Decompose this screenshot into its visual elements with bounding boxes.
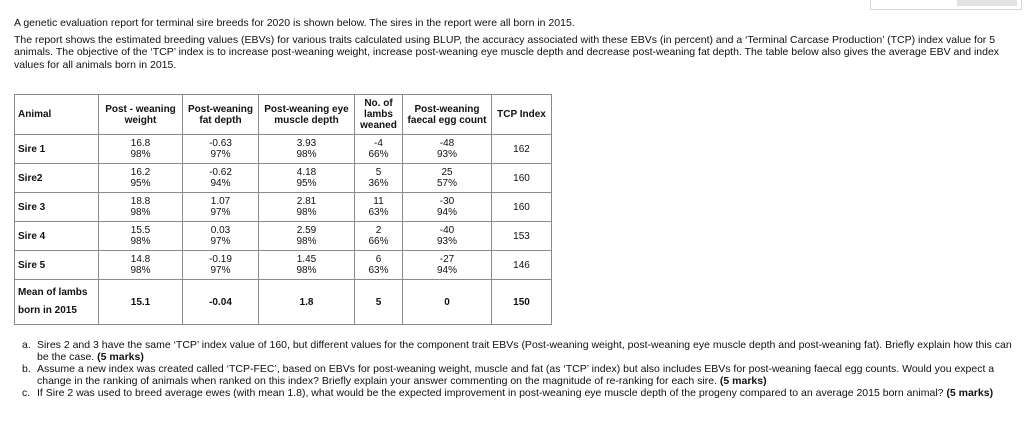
cell-post-weaning-fat-depth (183, 222, 259, 251)
cell-mean-label (15, 280, 99, 325)
tcp-value: 146 (513, 259, 530, 271)
header-no-lambs-weaned: No. of lambs weaned (355, 95, 403, 135)
accuracy-value: 63% (368, 207, 389, 218)
animal-name: Sire 4 (18, 230, 46, 242)
ebv-value: 16.8 (130, 138, 151, 149)
cell-post-weaning-eye-muscle-depth (259, 222, 355, 251)
table-row-mean (15, 280, 552, 325)
ebv-value: 2.59 (296, 225, 317, 236)
cell-animal (15, 251, 99, 280)
cell-post-weaning-faecal-egg-count (403, 222, 492, 251)
header-post-weaning-weight: Post - weaning weight (99, 95, 183, 135)
ebv-value: 2.81 (296, 196, 317, 207)
question-marks: (5 marks) (97, 351, 144, 363)
accuracy-value: 98% (130, 236, 151, 247)
accuracy-value: 94% (210, 178, 231, 189)
cell-no-lambs-weaned (355, 135, 403, 164)
ebv-value: 2 (375, 225, 382, 236)
accuracy-value: 66% (368, 149, 389, 160)
ebv-value: -30 (439, 196, 455, 207)
cell-no-lambs-weaned (355, 251, 403, 280)
cell-post-weaning-fat-depth (183, 135, 259, 164)
cell-post-weaning-eye-muscle-depth (259, 193, 355, 222)
cell-post-weaning-fat-depth (183, 164, 259, 193)
cell-animal (15, 222, 99, 251)
table-row (15, 135, 552, 164)
cell-tcp-index (492, 222, 552, 251)
mean-value: 15.1 (130, 296, 151, 308)
cell-mean-tcp-index (492, 280, 552, 325)
question-text: If Sire 2 was used to breed average ewes (with mean 1.8), what would be the expected improvement in post-weaning eye muscle depth of the progeny compared to an average 2015 born animal? (37, 387, 944, 399)
cell-tcp-index (492, 193, 552, 222)
header-post-weaning-fat-depth: Post-weaning fat depth (183, 95, 259, 135)
cell-post-weaning-faecal-egg-count (403, 164, 492, 193)
cell-post-weaning-weight (99, 251, 183, 280)
table-row (15, 251, 552, 280)
accuracy-value: 57% (436, 178, 457, 189)
header-animal: Animal (15, 95, 99, 135)
cell-post-weaning-eye-muscle-depth (259, 251, 355, 280)
accuracy-value: 93% (436, 149, 457, 160)
question-text: Assume a new index was created called ‘TCP-FEC’, based on EBVs for post-weaning weight, muscle and fat (as ‘TCP’ index) but also includes EBVs for post-weaning faecal egg counts. Would you expect a change in the ranking of animals when ranked on this index? Briefly explain your answer commenting on the magnitude of re-ranking for each sire. (37, 363, 995, 387)
accuracy-value: 97% (210, 236, 231, 247)
tcp-value: 160 (513, 172, 530, 184)
ebv-value: 4.18 (296, 167, 317, 178)
header-post-weaning-eye-muscle-depth: Post-weaning eye muscle depth (259, 95, 355, 135)
accuracy-value: 94% (436, 207, 457, 218)
ebv-value: 11 (373, 196, 384, 207)
question-label: b. (22, 363, 31, 375)
mean-value: -0.04 (209, 296, 232, 308)
accuracy-value: 36% (368, 178, 389, 189)
ebv-value: -40 (439, 225, 455, 236)
cell-tcp-index (492, 251, 552, 280)
cell-post-weaning-faecal-egg-count (403, 193, 492, 222)
question-marks: (5 marks) (946, 387, 994, 399)
mean-label-line1: Mean of lambs (18, 287, 88, 298)
accuracy-value: 95% (130, 178, 151, 189)
mean-value: 5 (375, 296, 382, 308)
question-text: Sires 2 and 3 have the same ‘TCP’ index value of 160, but different values for the component trait EBVs (Post-weaning weight, post-weaning eye muscle depth and post-weaning fat). Briefly explain how this can be the case. (37, 339, 1012, 363)
ebv-value: 6 (375, 254, 382, 265)
tcp-value: 162 (513, 143, 530, 155)
cell-animal (15, 164, 99, 193)
accuracy-value: 93% (436, 236, 457, 247)
mean-label-line2: born in 2015 (18, 305, 77, 316)
tcp-value: 160 (513, 201, 530, 213)
intro-line-1: A genetic evaluation report for terminal sire breeds for 2020 is shown below. The sires in the report were all born in 2015. (14, 17, 575, 29)
ebv-value: 1.45 (296, 254, 317, 265)
cell-mean-post-weaning-weight (99, 280, 183, 325)
tcp-value: 153 (513, 230, 530, 242)
ebv-value: 3.93 (296, 138, 317, 149)
cell-tcp-index (492, 164, 552, 193)
cell-mean-post-weaning-eye-muscle-depth (259, 280, 355, 325)
accuracy-value: 66% (368, 236, 389, 247)
cell-tcp-index (492, 135, 552, 164)
intro-text (14, 17, 1014, 75)
cell-mean-post-weaning-faecal-egg-count (403, 280, 492, 325)
cell-post-weaning-weight (99, 222, 183, 251)
header-tcp-index: TCP Index (492, 95, 552, 135)
ebv-value: 5 (375, 167, 382, 178)
cell-mean-no-lambs-weaned (355, 280, 403, 325)
accuracy-value: 97% (210, 265, 231, 276)
ebv-value: -0.62 (209, 167, 232, 178)
cell-mean-post-weaning-fat-depth (183, 280, 259, 325)
ebv-value: -0.63 (209, 138, 232, 149)
mean-value: 0 (444, 296, 450, 308)
table-row (15, 193, 552, 222)
ebv-value: -0.19 (209, 254, 232, 265)
ebv-value: 1.07 (210, 196, 231, 207)
mean-value: 150 (513, 296, 530, 308)
ebv-value: -27 (439, 254, 455, 265)
question-c (22, 387, 1012, 399)
question-b (22, 363, 1012, 387)
cell-no-lambs-weaned (355, 164, 403, 193)
animal-name: Sire2 (18, 172, 43, 184)
accuracy-value: 98% (296, 149, 317, 160)
cell-no-lambs-weaned (355, 193, 403, 222)
table-header-row (15, 95, 552, 135)
ebv-value: -48 (439, 138, 455, 149)
intro-line-2: The report shows the estimated breeding values (EBVs) for various traits calculated using BLUP, the accuracy associated with these EBVs (in percent) and a ‘Terminal Carcase Production’ (TCP) index value for 5 animals. The objective of the ‘TCP’ index is to increase post-weaning weight, increase post-weaning eye muscle depth and decrease post-weaning fat depth. The table below also gives the average EBV and index values for all animals born in 2015. (14, 33, 1000, 71)
questions (22, 339, 1012, 399)
accuracy-value: 97% (210, 149, 231, 160)
cell-animal (15, 193, 99, 222)
cell-post-weaning-fat-depth (183, 251, 259, 280)
cell-post-weaning-weight (99, 135, 183, 164)
accuracy-value: 98% (130, 265, 151, 276)
question-a (22, 339, 1012, 363)
accuracy-value: 97% (210, 207, 231, 218)
accuracy-value: 98% (296, 207, 317, 218)
cell-post-weaning-eye-muscle-depth (259, 135, 355, 164)
question-label: a. (22, 339, 31, 351)
accuracy-value: 94% (436, 265, 457, 276)
animal-name: Sire 3 (18, 201, 46, 213)
cell-no-lambs-weaned (355, 222, 403, 251)
ebv-value: 18.8 (130, 196, 151, 207)
question-marks: (5 marks) (719, 375, 767, 387)
ebv-value: -4 (374, 138, 383, 149)
header-post-weaning-faecal-egg-count: Post-weaning faecal egg count (403, 95, 492, 135)
cell-post-weaning-fat-depth (183, 193, 259, 222)
cell-post-weaning-faecal-egg-count (403, 251, 492, 280)
animal-name: Sire 1 (18, 143, 46, 155)
mean-value: 1.8 (299, 296, 314, 308)
cell-post-weaning-faecal-egg-count (403, 135, 492, 164)
ebv-value: 16.2 (130, 167, 151, 178)
toolbar-button[interactable] (957, 0, 1017, 6)
ebv-value: 15.5 (130, 225, 151, 236)
accuracy-value: 98% (130, 207, 151, 218)
accuracy-value: 98% (296, 236, 317, 247)
ebv-value: 0.03 (210, 225, 231, 236)
animal-name: Sire 5 (18, 259, 46, 271)
accuracy-value: 95% (296, 178, 317, 189)
table-row (15, 164, 552, 193)
cell-post-weaning-weight (99, 164, 183, 193)
accuracy-value: 98% (296, 265, 317, 276)
accuracy-value: 63% (368, 265, 389, 276)
accuracy-value: 98% (130, 149, 151, 160)
table-row (15, 222, 552, 251)
cell-post-weaning-eye-muscle-depth (259, 164, 355, 193)
ebv-table (14, 94, 552, 325)
question-label: c. (22, 387, 31, 399)
top-toolbar-fragment (870, 0, 1022, 10)
ebv-value: 25 (441, 167, 453, 178)
cell-animal (15, 135, 99, 164)
cell-post-weaning-weight (99, 193, 183, 222)
ebv-value: 14.8 (130, 254, 151, 265)
